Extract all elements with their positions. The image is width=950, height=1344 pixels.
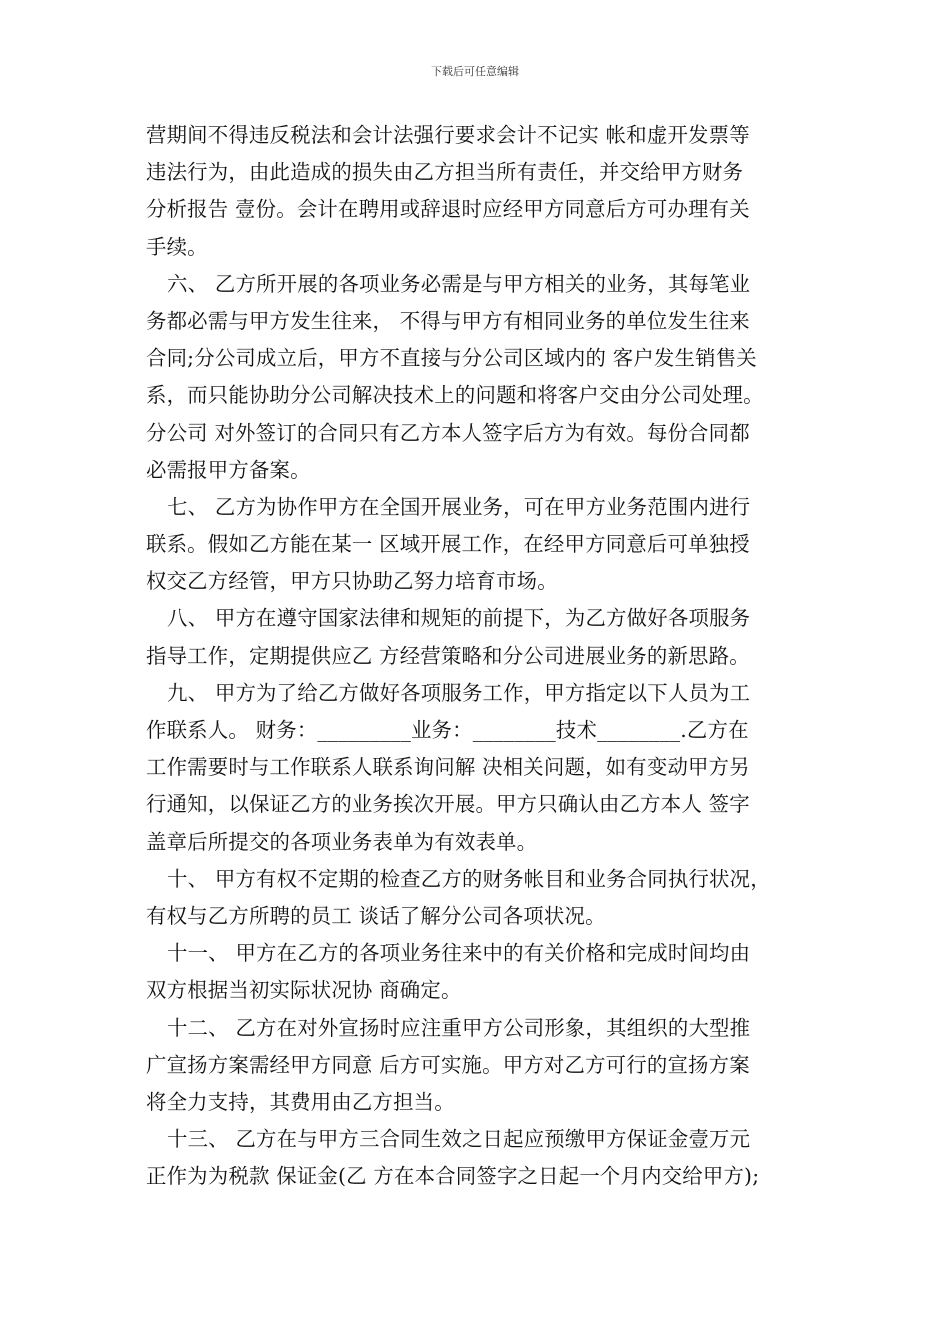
text-line: 将全力支持，其费用由乙方担当。 [146,1089,455,1114]
page-header: 下载后可任意编辑 [431,65,519,78]
text-line: 指导工作，定期提供应乙 方经营策略和分公司进展业务的新思路。 [146,643,750,668]
text-line: 有权与乙方所聘的员工 谈话了解分公司各项状况。 [146,903,606,928]
text-line: 行通知，以保证乙方的业务挨次开展。甲方只确认由乙方本人 签字 [146,792,750,817]
text-line: 务都必需与甲方发生往来， 不得与甲方有相同业务的单位发生往来 [146,308,750,333]
text-line: 十一、 甲方在乙方的各项业务往来中的有关价格和完成时间均由 [167,941,751,966]
document-body [146,117,814,1195]
text-line: 十二、 乙方在对外宣扬时应注重甲方公司形象，其组织的大型推 [167,1015,751,1040]
text-line: 必需报甲方备案。 [146,457,311,482]
text-line: 作联系人。 财务：_________业务：________技术________.乙方在 [146,718,749,742]
text-line: 系，而只能协助分公司解决技术上的问题和将客户交由分公司处理。 [146,383,764,408]
text-line: 正作为为税款 保证金(乙 方在本合同签字之日起一个月内交给甲方); [146,1164,760,1189]
text-line: 十、 甲方有权不定期的检查乙方的财务帐目和业务合同执行状况， [167,866,771,891]
text-line: 七、 乙方为协作甲方在全国开展业务，可在甲方业务范围内进行 [167,494,751,519]
text-line: 手续。 [146,234,208,259]
text-line: 六、 乙方所开展的各项业务必需是与甲方相关的业务，其每笔业 [167,271,751,296]
text-line: 联系。假如乙方能在某一 区域开展工作，在经甲方同意后可单独授 [146,532,750,557]
text-line: 工作需要时与工作联系人联系询问解 决相关问题，如有变动甲方另 [146,755,750,780]
text-line: 分析报告 壹份。会计在聘用或辞退时应经甲方同意后方可办理有关 [146,197,750,222]
text-line: 九、 甲方为了给乙方做好各项服务工作，甲方指定以下人员为工 [167,680,751,705]
text-line: 分公司 对外签订的合同只有乙方本人签字后方为有效。每份合同都 [146,420,750,445]
text-line: 双方根据当初实际状况协 商确定。 [146,978,462,1003]
text-line: 八、 甲方在遵守国家法律和规矩的前提下，为乙方做好各项服务 [167,606,751,631]
text-line: 权交乙方经管，甲方只协助乙努力培育市场。 [146,569,558,594]
text-line: 盖章后所提交的各项业务表单为有效表单。 [146,829,538,854]
text-line: 十三、 乙方在与甲方三合同生效之日起应预缴甲方保证金壹万元 [167,1127,751,1152]
text-line: 营期间不得违反税法和会计法强行要求会计不记实 帐和虚开发票等 [146,123,750,147]
text-line: 违法行为，由此造成的损失由乙方担当所有责任，并交给甲方财务 [146,160,744,185]
text-line: 合同;分公司成立后，甲方不直接与分公司区域内的 客户发生销售关 [146,346,757,371]
text-line: 广宣扬方案需经甲方同意 后方可实施。甲方对乙方可行的宣扬方案 [146,1052,750,1077]
